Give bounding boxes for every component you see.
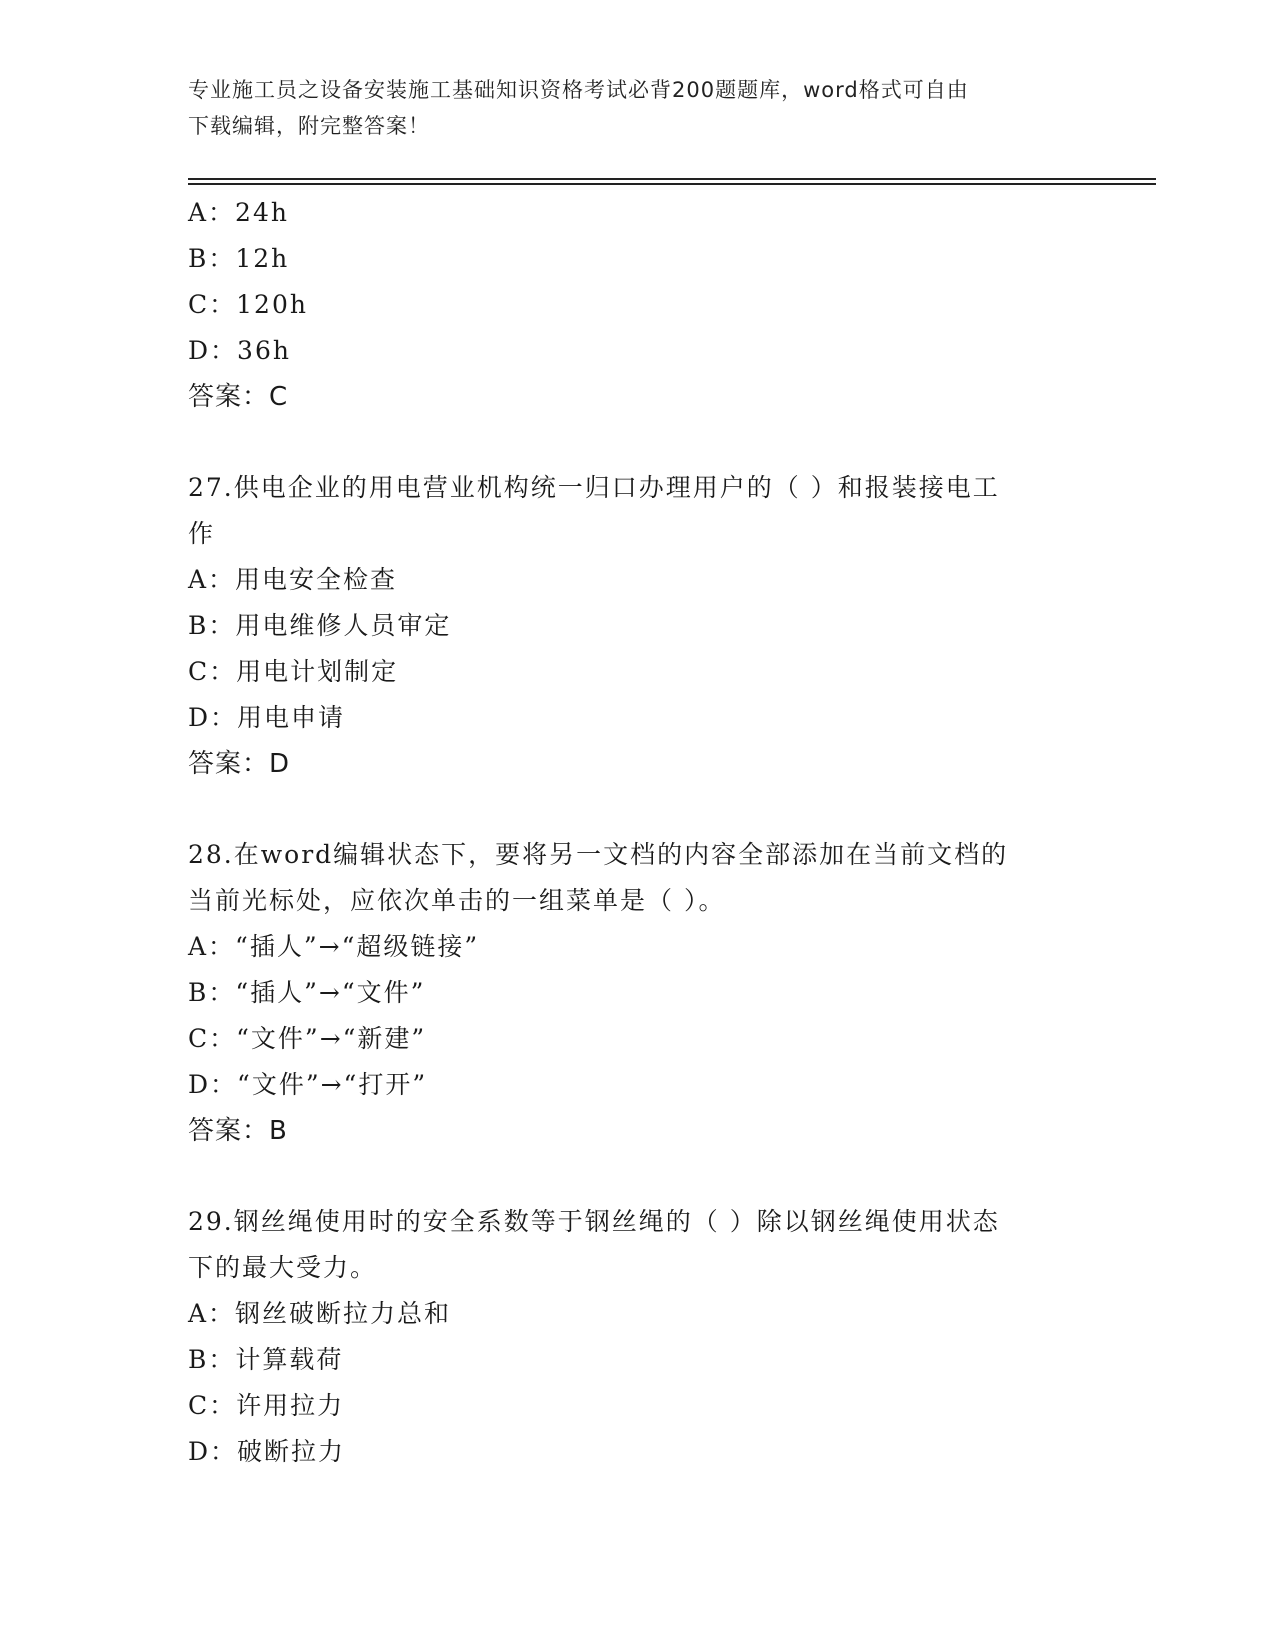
- question-text-line-2: 下的最大受力。: [188, 1253, 378, 1282]
- question-text-line-2: 当前光标处，应依次单击的一组菜单是（ ）。: [188, 886, 726, 915]
- header-divider-bottom: [188, 183, 1156, 185]
- spacer: [188, 420, 1088, 465]
- option-d: D：“文件”→“打开”: [188, 1070, 428, 1099]
- option-d: D：破断拉力: [188, 1437, 346, 1466]
- question-text-line-1: 28.在word编辑状态下，要将另一文档的内容全部添加在当前文档的: [188, 840, 1009, 869]
- spacer: [188, 1154, 1088, 1199]
- spacer: [188, 787, 1088, 832]
- question-26: [188, 190, 1088, 420]
- question-text-line-1: 29.钢丝绳使用时的安全系数等于钢丝绳的（ ）除以钢丝绳使用状态: [188, 1207, 1000, 1236]
- question-content: [188, 190, 1088, 1475]
- question-text-line-1: 27.供电企业的用电营业机构统一归口办理用户的（ ）和报装接电工: [188, 473, 1000, 502]
- option-a: A：钢丝破断拉力总和: [188, 1299, 452, 1328]
- option-b: B：12h: [188, 244, 290, 273]
- header-line-2: 下载编辑，附完整答案！: [188, 114, 430, 138]
- option-a: A：24h: [188, 198, 289, 227]
- document-header: [188, 72, 1068, 144]
- option-a: A：用电安全检查: [188, 565, 398, 594]
- question-27: [188, 465, 1088, 787]
- option-a: A：“插人”→“超级链接”: [188, 932, 480, 961]
- option-b: B：用电维修人员审定: [188, 611, 452, 640]
- header-divider-top: [188, 178, 1156, 180]
- option-c: C：用电计划制定: [188, 657, 399, 686]
- option-c: C：许用拉力: [188, 1391, 345, 1420]
- question-29: [188, 1199, 1088, 1475]
- header-line-1: 专业施工员之设备安装施工基础知识资格考试必背200题题库，word格式可自由: [188, 78, 969, 102]
- option-b: B：计算载荷: [188, 1345, 344, 1374]
- question-28: [188, 832, 1088, 1154]
- answer-line: 答案：C: [188, 382, 289, 412]
- option-d: D：用电申请: [188, 703, 346, 732]
- question-text-line-2: 作: [188, 519, 216, 548]
- option-c: C：120h: [188, 290, 308, 319]
- option-d: D：36h: [188, 336, 291, 365]
- answer-line: 答案：D: [188, 749, 291, 779]
- answer-line: 答案：B: [188, 1116, 288, 1146]
- option-c: C：“文件”→“新建”: [188, 1024, 427, 1053]
- option-b: B：“插人”→“文件”: [188, 978, 426, 1007]
